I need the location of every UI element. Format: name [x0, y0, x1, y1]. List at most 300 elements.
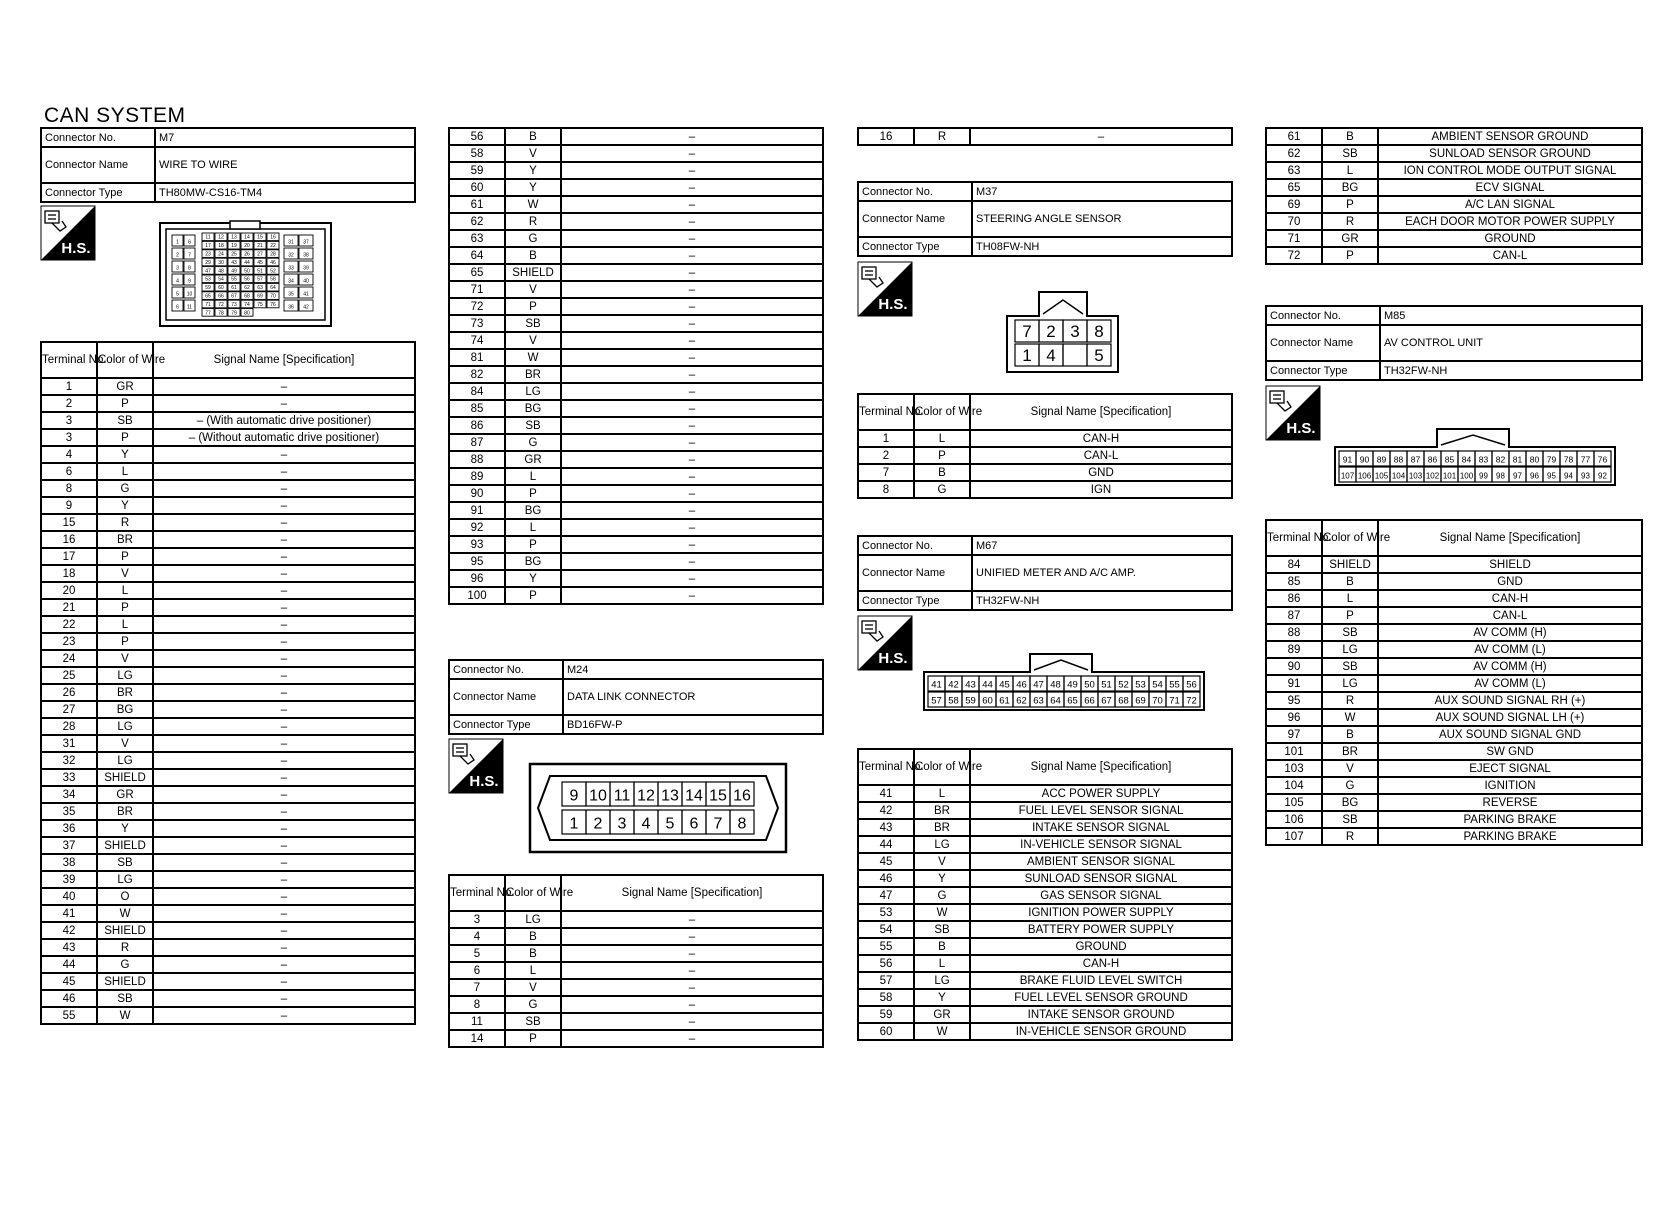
signal-name-cell: CAN-H: [970, 430, 1232, 447]
connector-pin: [1356, 467, 1373, 482]
wire-color-cell: O: [97, 888, 153, 905]
connector-pin: [184, 248, 195, 259]
connector-pin: [241, 258, 253, 266]
pin-number: 48: [218, 268, 224, 275]
signal-name-cell: – (With automatic drive positioner): [153, 412, 415, 429]
terminal-no-cell: 65: [449, 264, 505, 281]
pin-number: 8: [737, 815, 747, 833]
connector-no-value: M85: [1380, 306, 1642, 325]
connector-pin: [184, 235, 195, 246]
connector-pin: [241, 267, 253, 275]
signal-name-cell: –: [561, 366, 823, 383]
terminal-no-cell: 58: [449, 145, 505, 162]
connector-pin: [267, 300, 279, 308]
wire-color-cell: R: [1322, 828, 1378, 845]
pin-number: 44: [244, 259, 250, 266]
connector-pin: [1030, 676, 1047, 691]
wire-color-cell: Y: [97, 446, 153, 463]
wire-color-cell: B: [914, 938, 970, 955]
wire-color-cell: LG: [505, 911, 561, 928]
connector-pin: [228, 241, 240, 249]
terminal-no-cell: 4: [449, 928, 505, 945]
signal-name-cell: SW GND: [1378, 743, 1642, 760]
pin-number: 5: [665, 815, 675, 833]
table-row: [858, 887, 1232, 904]
connector-pin: [267, 283, 279, 291]
table-row: [1266, 811, 1642, 828]
hs-icon: [40, 205, 96, 261]
wire-color-cell: BG: [505, 502, 561, 519]
m7-connector-face: [158, 221, 333, 328]
pin-number: 20: [244, 243, 250, 250]
signal-name-cell: PARKING BRAKE: [1378, 828, 1642, 845]
terminal-no-cell: 55: [858, 938, 914, 955]
pin-number: 45: [999, 679, 1010, 691]
pin-number: 54: [1152, 679, 1163, 691]
hs-icon: [448, 738, 504, 794]
signal-name-cell: –: [153, 599, 415, 616]
signal-name-cell: –: [561, 451, 823, 468]
table-row: [41, 378, 415, 395]
terminal-no-cell: 96: [449, 570, 505, 587]
connector-pin: [1424, 467, 1441, 482]
connector-pin: [1475, 451, 1492, 466]
connector-pin: [1183, 692, 1200, 707]
pin-number: 72: [1186, 695, 1197, 707]
pin-number: 3: [617, 815, 627, 833]
connector-no-label: Connector No.: [858, 536, 972, 555]
connector-name-value: WIRE TO WIRE: [155, 147, 415, 183]
table-row: [449, 553, 823, 570]
signal-name-cell: A/C LAN SIGNAL: [1378, 196, 1642, 213]
table-row: [1266, 179, 1642, 196]
table-row: [41, 701, 415, 718]
signal-name-cell: AMBIENT SENSOR GROUND: [1378, 128, 1642, 145]
terminal-no-cell: 46: [41, 990, 97, 1007]
signal-name-cell: –: [561, 247, 823, 264]
wire-color-cell: SB: [97, 990, 153, 1007]
connector-pin: [215, 275, 227, 283]
pin-number: 40: [303, 278, 309, 285]
pin-number: 87: [1410, 454, 1421, 465]
signal-name-cell: AV COMM (L): [1378, 675, 1642, 692]
wire-color-cell: V: [914, 853, 970, 870]
wire-color-cell: W: [97, 1007, 153, 1024]
signal-name-cell: AMBIENT SENSOR SIGNAL: [970, 853, 1232, 870]
table-row: [41, 905, 415, 922]
signal-name-cell: EJECT SIGNAL: [1378, 760, 1642, 777]
signal-name-cell: –: [561, 298, 823, 315]
signal-name-cell: –: [561, 128, 823, 145]
wire-color-cell: P: [1322, 607, 1378, 624]
signal-name-cell: –: [561, 536, 823, 553]
connector-pin: [172, 248, 183, 259]
wire-color-cell: BR: [1322, 743, 1378, 760]
connector-pin: [634, 782, 658, 806]
pin-number: 17: [205, 243, 211, 250]
pin-number: 18: [218, 243, 224, 250]
connector-pin: [610, 810, 634, 834]
terminal-no-cell: 85: [1266, 573, 1322, 590]
signal-name-cell: IGN: [970, 481, 1232, 498]
table-row: [41, 412, 415, 429]
table-row: [41, 854, 415, 871]
pin-number: 50: [1084, 679, 1095, 691]
wire-color-cell: L: [505, 468, 561, 485]
connector-pin: [202, 309, 214, 317]
signal-name-cell: –: [153, 956, 415, 973]
connector-pin: [1081, 676, 1098, 691]
wire-color-cell: Y: [505, 179, 561, 196]
connector-pin: [184, 274, 195, 285]
connector-pin: [228, 275, 240, 283]
table-row: [858, 128, 1232, 145]
terminal-no-cell: 18: [41, 565, 97, 582]
connector-name-label: Connector Name: [1266, 325, 1380, 361]
wire-color-cell: LG: [1322, 675, 1378, 692]
wire-color-cell: V: [97, 650, 153, 667]
pin-number: 7: [188, 252, 191, 259]
table-row: [1266, 162, 1642, 179]
connector-pin: [202, 250, 214, 258]
table-row: [449, 366, 823, 383]
m24-connector-face: [528, 762, 788, 854]
pin-number: 63: [257, 285, 263, 292]
connector-no-value: M37: [972, 182, 1232, 201]
wire-color-cell: LG: [97, 871, 153, 888]
connector-pin: [1039, 320, 1063, 342]
table-row: [41, 582, 415, 599]
wire-color-cell: SB: [914, 921, 970, 938]
wire-color-cell: B: [1322, 726, 1378, 743]
terminal-no-cell: 15: [41, 514, 97, 531]
terminal-no-cell: 64: [449, 247, 505, 264]
table-row: [449, 911, 823, 928]
connector-pin: [1081, 692, 1098, 707]
wire-color-cell: BR: [505, 366, 561, 383]
terminal-no-header: Terminal No.: [1266, 520, 1322, 556]
table-row: [1266, 196, 1642, 213]
signal-name-cell: –: [561, 400, 823, 417]
signal-name-cell: –: [561, 570, 823, 587]
connector-pin: [215, 300, 227, 308]
m37-connector-face: [1005, 288, 1120, 374]
m7-info: [40, 127, 416, 203]
wire-color-cell: P: [97, 429, 153, 446]
signal-name-cell: –: [561, 179, 823, 196]
connector-pin: [1047, 676, 1064, 691]
pin-number: 39: [303, 265, 309, 272]
wire-color-cell: R: [505, 213, 561, 230]
wire-color-cell: SB: [505, 417, 561, 434]
signal-name-cell: –: [561, 519, 823, 536]
terminal-no-cell: 43: [858, 819, 914, 836]
signal-name-cell: CAN-H: [970, 955, 1232, 972]
pin-number: 41: [303, 291, 309, 298]
pin-number: 50: [244, 268, 250, 275]
connector-type-label: Connector Type: [1266, 361, 1380, 380]
pin-number: 24: [218, 251, 224, 258]
terminal-no-cell: 103: [1266, 760, 1322, 777]
connector-pin: [267, 292, 279, 300]
signal-name-cell: FUEL LEVEL SENSOR GROUND: [970, 989, 1232, 1006]
table-row: [1266, 828, 1642, 845]
terminal-no-cell: 6: [449, 962, 505, 979]
table-row: [858, 430, 1232, 447]
terminal-no-cell: 86: [1266, 590, 1322, 607]
signal-name-cell: –: [153, 633, 415, 650]
signal-name-cell: –: [153, 990, 415, 1007]
connector-pin: [202, 233, 214, 241]
wire-color-cell: P: [97, 548, 153, 565]
connector-pin: [172, 300, 183, 311]
table-row: [858, 870, 1232, 887]
connector-pin: [184, 300, 195, 311]
signal-name-cell: –: [153, 735, 415, 752]
connector-pin: [928, 692, 945, 707]
connector-pin: [1149, 692, 1166, 707]
signal-header: Signal Name [Specification]: [970, 394, 1232, 430]
table-row: [41, 395, 415, 412]
signal-name-cell: –: [561, 434, 823, 451]
wire-color-cell: L: [97, 616, 153, 633]
connector-pin: [1183, 676, 1200, 691]
signal-name-cell: –: [153, 854, 415, 871]
terminal-no-cell: 92: [449, 519, 505, 536]
signal-name-cell: –: [153, 616, 415, 633]
signal-name-cell: –: [153, 718, 415, 735]
signal-name-cell: –: [153, 803, 415, 820]
table-row: [1266, 624, 1642, 641]
terminal-no-cell: 3: [41, 412, 97, 429]
connector-pin: [1339, 467, 1356, 482]
pin-number: 8: [188, 265, 191, 272]
connector-pin: [1390, 451, 1407, 466]
table-row: [449, 196, 823, 213]
terminal-no-cell: 39: [41, 871, 97, 888]
connector-pin: [215, 258, 227, 266]
pin-number: 59: [965, 695, 976, 707]
terminal-no-cell: 86: [449, 417, 505, 434]
signal-name-cell: INTAKE SENSOR GROUND: [970, 1006, 1232, 1023]
table-row: [449, 213, 823, 230]
pin-number: 22: [270, 243, 276, 250]
pin-number: 33: [288, 265, 294, 272]
wire-color-cell: GR: [97, 786, 153, 803]
m24-info: [448, 659, 824, 735]
pin-number: 71: [205, 301, 211, 308]
wire-color-cell: P: [505, 1030, 561, 1047]
pin-number: 77: [1580, 454, 1591, 465]
pin-number: 89: [1376, 454, 1387, 465]
terminal-no-cell: 56: [449, 128, 505, 145]
terminal-no-cell: 40: [41, 888, 97, 905]
connector-pin: [1492, 451, 1509, 466]
wire-color-cell: GR: [1322, 230, 1378, 247]
signal-name-cell: –: [153, 565, 415, 582]
table-row: [449, 264, 823, 281]
connector-no-value: M67: [972, 536, 1232, 555]
pin-number: 3: [176, 265, 179, 272]
signal-name-cell: –: [561, 264, 823, 281]
wire-color-cell: G: [914, 481, 970, 498]
table-row: [858, 802, 1232, 819]
pin-number: 104: [1391, 471, 1406, 481]
terminal-no-cell: 74: [449, 332, 505, 349]
pin-number: 34: [288, 278, 294, 285]
pin-number: 70: [270, 293, 276, 300]
signal-name-cell: SHIELD: [1378, 556, 1642, 573]
connector-pin: [962, 676, 979, 691]
signal-name-cell: –: [153, 786, 415, 803]
wire-color-cell: SHIELD: [505, 264, 561, 281]
connector-pin: [610, 782, 634, 806]
pin-number: 67: [1101, 695, 1112, 707]
signal-name-cell: –: [561, 928, 823, 945]
signal-name-cell: –: [153, 650, 415, 667]
wire-color-cell: SHIELD: [97, 922, 153, 939]
signal-name-cell: –: [561, 332, 823, 349]
pin-number: 47: [1033, 679, 1044, 691]
hs-icon: [1265, 385, 1321, 441]
terminal-no-cell: 41: [858, 785, 914, 802]
wire-color-cell: G: [505, 434, 561, 451]
terminal-no-cell: 95: [1266, 692, 1322, 709]
terminal-no-cell: 7: [449, 979, 505, 996]
wire-color-cell: L: [914, 785, 970, 802]
table-row: [41, 463, 415, 480]
table-row: [41, 888, 415, 905]
m67-info: [857, 535, 1233, 611]
pin-number: 42: [948, 679, 959, 691]
connector-pin: [228, 292, 240, 300]
connector-pin: [1560, 451, 1577, 466]
wire-color-cell: SB: [97, 854, 153, 871]
connector-pin: [996, 692, 1013, 707]
table-row: [1266, 573, 1642, 590]
connector-pin: [172, 274, 183, 285]
terminal-no-cell: 61: [1266, 128, 1322, 145]
terminal-no-cell: 71: [449, 281, 505, 298]
signal-name-cell: INTAKE SENSOR SIGNAL: [970, 819, 1232, 836]
terminal-no-cell: 23: [41, 633, 97, 650]
pin-number: 56: [1186, 679, 1197, 691]
connector-no-label: Connector No.: [1266, 306, 1380, 325]
wire-color-cell: BG: [1322, 179, 1378, 196]
connector-type-label: Connector Type: [858, 591, 972, 610]
pin-number: 7: [1022, 322, 1032, 342]
pin-number: 43: [965, 679, 976, 691]
pin-number: 65: [205, 293, 211, 300]
table-row: [858, 481, 1232, 498]
pin-number: 12: [637, 787, 655, 805]
table-row: [41, 531, 415, 548]
connector-pin: [299, 261, 313, 272]
pin-number: 53: [1135, 679, 1146, 691]
pin-number: 32: [288, 252, 294, 259]
pin-number: 52: [270, 268, 276, 275]
pin-number: 95: [1547, 471, 1556, 481]
terminal-no-cell: 2: [858, 447, 914, 464]
signal-name-cell: –: [561, 979, 823, 996]
connector-pin: [241, 300, 253, 308]
connector-pin: [215, 309, 227, 317]
connector-pin: [215, 250, 227, 258]
pin-number: 86: [1427, 454, 1438, 465]
terminal-no-cell: 17: [41, 548, 97, 565]
table-row: [41, 973, 415, 990]
table-row: [1266, 794, 1642, 811]
wire-color-cell: SB: [1322, 624, 1378, 641]
signal-name-cell: REVERSE: [1378, 794, 1642, 811]
connector-pin: [172, 235, 183, 246]
m67-terminal-table: [857, 748, 1233, 1041]
terminal-no-cell: 69: [1266, 196, 1322, 213]
signal-name-cell: –: [561, 485, 823, 502]
pin-number: 88: [1393, 454, 1404, 465]
terminal-no-cell: 32: [41, 752, 97, 769]
table-row: [858, 972, 1232, 989]
pin-number: 93: [1581, 471, 1590, 481]
wire-color-cell: SB: [1322, 145, 1378, 162]
connector-pin: [1560, 467, 1577, 482]
connector-pin: [228, 309, 240, 317]
hs-icon: [857, 615, 913, 671]
connector-pin: [1407, 451, 1424, 466]
m37-terminal-table: [857, 393, 1233, 499]
signal-name-cell: PARKING BRAKE: [1378, 811, 1642, 828]
connector-pin: [1063, 344, 1087, 366]
wire-color-cell: GR: [97, 378, 153, 395]
wire-color-cell: G: [97, 480, 153, 497]
wire-color-cell: G: [505, 996, 561, 1013]
terminal-no-cell: 81: [449, 349, 505, 366]
pin-number: 85: [1444, 454, 1455, 465]
terminal-no-cell: 6: [41, 463, 97, 480]
wire-color-cell: R: [97, 939, 153, 956]
signal-header: Signal Name [Specification]: [970, 749, 1232, 785]
pin-number: 38: [303, 252, 309, 259]
wire-color-cell: BR: [97, 531, 153, 548]
connector-pin: [267, 258, 279, 266]
connector-pin: [1509, 451, 1526, 466]
table-row: [449, 996, 823, 1013]
pin-number: 76: [1597, 454, 1608, 465]
page-title: CAN SYSTEM: [44, 104, 186, 127]
pin-number: 11: [205, 234, 211, 241]
pin-number: 35: [288, 291, 294, 298]
terminal-no-cell: 96: [1266, 709, 1322, 726]
connector-type-label: Connector Type: [41, 183, 155, 202]
hs-label: H.S.: [878, 650, 908, 667]
signal-name-cell: GROUND: [970, 938, 1232, 955]
terminal-no-cell: 107: [1266, 828, 1322, 845]
pin-number: 14: [685, 787, 703, 805]
connector-pin: [254, 267, 266, 275]
connector-pin: [1064, 676, 1081, 691]
wire-color-cell: SHIELD: [97, 973, 153, 990]
wire-color-cell: B: [505, 945, 561, 962]
signal-name-cell: –: [153, 871, 415, 888]
connector-pin: [267, 267, 279, 275]
connector-type-label: Connector Type: [858, 237, 972, 256]
table-row: [41, 990, 415, 1007]
table-row: [449, 298, 823, 315]
connector-pin: [562, 810, 586, 834]
table-row: [449, 434, 823, 451]
terminal-no-cell: 57: [858, 972, 914, 989]
terminal-no-cell: 26: [41, 684, 97, 701]
